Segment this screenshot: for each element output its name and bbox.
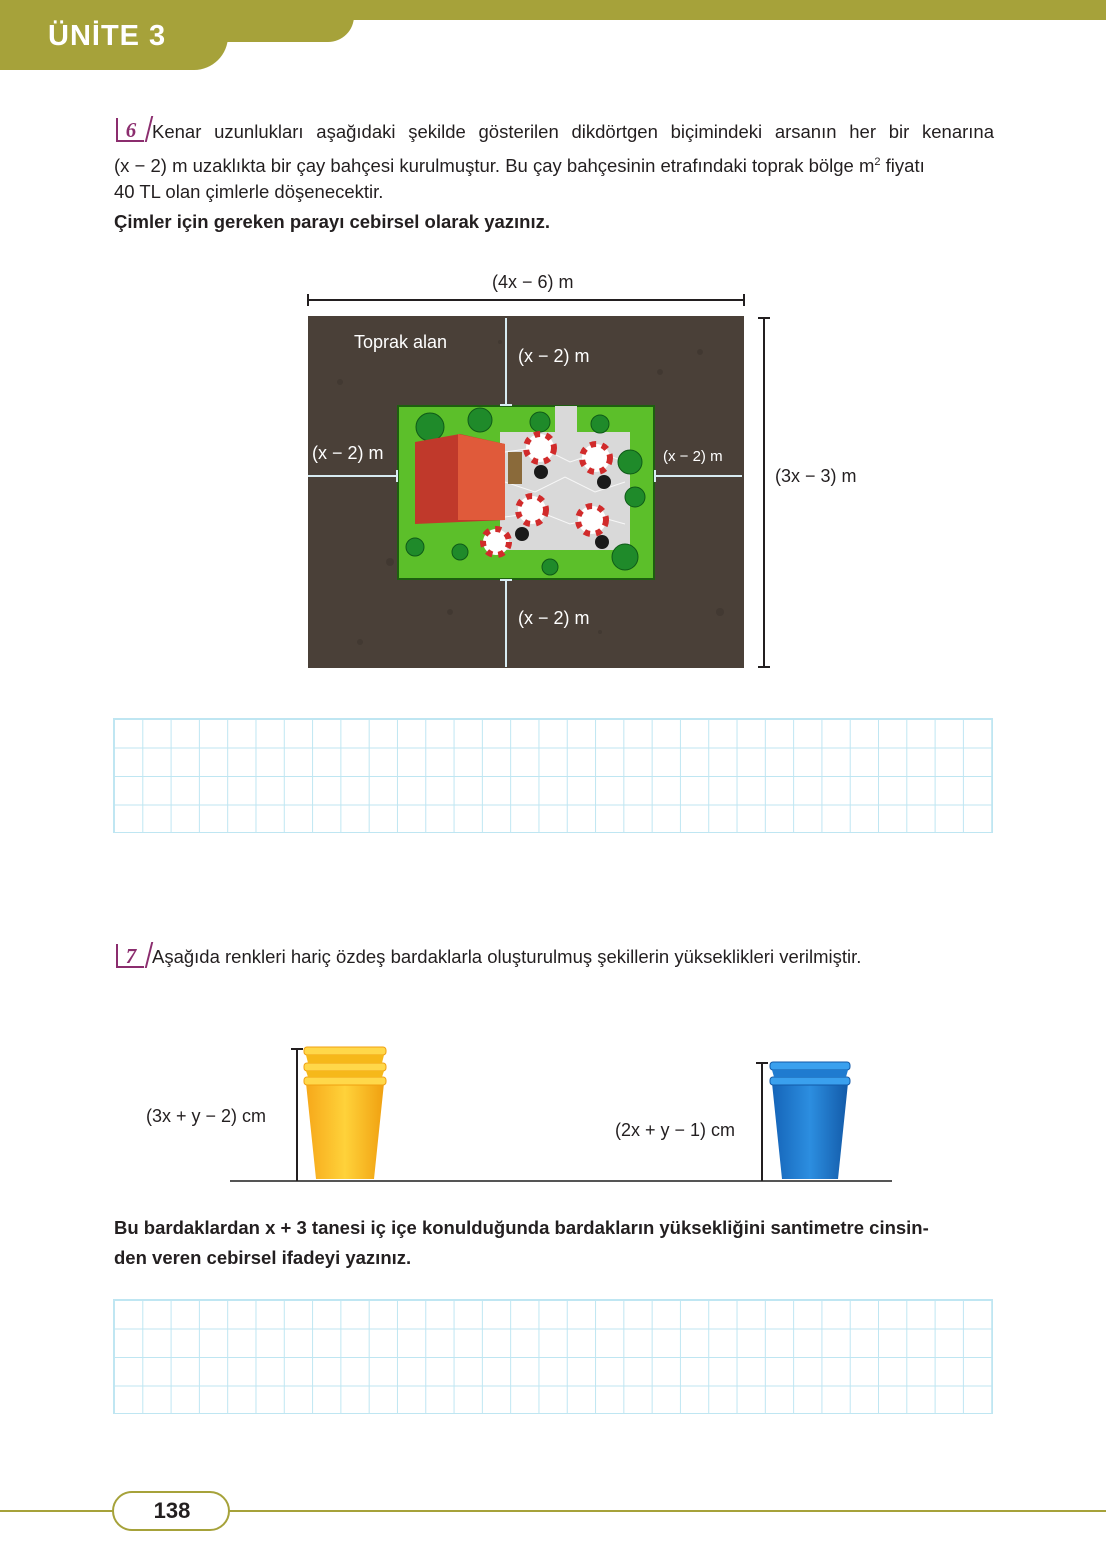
gap-right-label: (x − 2) m xyxy=(663,448,723,465)
question-6-line-2-text: (x − 2) m uzaklıkta bir çay bahçesi kurulmuştur. Bu çay bahçesinin etrafındaki toprak bölge m xyxy=(114,155,875,177)
question-6-line-2-end: fiyatı xyxy=(880,155,925,177)
gap-bottom-label: (x − 2) m xyxy=(518,608,590,628)
height-label: (3x − 3) m xyxy=(775,466,857,486)
question-7-prompt-line-1: Bu bardaklardan x + 3 tanesi iç içe konulduğunda bardakların yüksekliğini santimetre cinsin- xyxy=(114,1217,929,1238)
question-6-number: 6 xyxy=(116,118,144,142)
question-7-prompt-line-2: den veren cebirsel ifadeyi yazınız. xyxy=(114,1247,412,1268)
question-7-text: Aşağıda renkleri hariç özdeş bardaklarla oluşturulmuş şekillerin yükseklikleri verilmiştir. xyxy=(152,946,862,967)
unit-title: ÜNİTE 3 xyxy=(48,20,167,52)
answer-grid-q7[interactable] xyxy=(113,1299,993,1414)
question-7-number: 7 xyxy=(116,944,144,968)
page-number: 138 xyxy=(153,1498,191,1523)
superscript-2: 2 xyxy=(874,156,881,168)
yellow-cups-height-label: (3x + y − 2) cm xyxy=(146,1106,267,1126)
question-6-line-3: 40 TL olan çimlerle döşenecektir. xyxy=(114,181,384,202)
blue-cups xyxy=(770,1062,850,1179)
question-6-prompt: Çimler için gereken parayı cebirsel olarak yazınız. xyxy=(114,211,550,232)
answer-grid-q6[interactable] xyxy=(113,718,993,833)
gap-left-label: (x − 2) m xyxy=(312,443,384,463)
width-label: (4x − 6) m xyxy=(492,272,574,292)
yellow-cups xyxy=(304,1047,386,1179)
soil-label: Toprak alan xyxy=(354,332,448,352)
blue-cups-height-label: (2x + y − 1) cm xyxy=(615,1120,736,1140)
cups-figure xyxy=(220,1035,910,1195)
question-6-line-1: Kenar uzunlukları aşağıdaki şekilde gösterilen dikdörtgen biçimindeki arsanın her bir kenarına xyxy=(152,121,994,142)
gap-top-label: (x − 2) m xyxy=(518,346,590,366)
